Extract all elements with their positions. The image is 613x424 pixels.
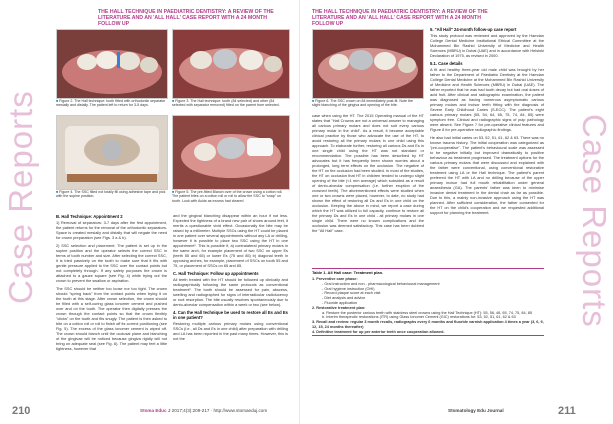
footer-citation [448,408,504,413]
figure-5-photo [172,115,290,190]
table-item: a. Restore the posterior carious teeth with stainless steel crowns using the Hall Technique (HT): 55, 56, 46, 65, 74, 75, 84, 85 [322,310,532,315]
table-item: 3. Recall and review: regular 3 month recalls, radiographs every 6 months and fluoride varnish application 4 times a year (3, 6, 9, 12, 15, 24 months thereafter) [312,320,544,329]
section-heading: 5. "All Hall" 24-month follow-up case report [430,27,517,32]
figure-6-image [313,30,423,98]
footer-citation-text: 2017;4(3):209-217 · http://www.stomaeduj.com [171,408,268,413]
figure-3-caption: ■ Figure 3. The Hall technique: tooth (84 selected) and other (84 selected with separator removed) fitted on the parent from selected. [172,99,280,108]
right-page [300,0,613,424]
page-number: 211 [558,405,576,417]
figure-6-caption: ■ Figure 6. The SSC crown on 84 immediately post-fit. Note the slight blanching of the gingiva and opening of the bite. [312,99,413,108]
figure-5-image [173,116,289,189]
figure-3-image [173,30,289,98]
right-column-2 [430,26,544,264]
table-item: - Record plaque score at each visit [322,291,381,296]
paragraph: and the gingival blanching disappear within an hour if not less. Expected the tightness of a brand new pair of shoes around feet, it merits a questionable vivid effect. Occasionally the bite may be raised by a millimeter. Multiple SSCs using the HT could be placed in one patient over several appointments without any LA or drilling, however it is possible to place two SSC using the HT in one appointment¹. This is possible if, a) contralateral primary molars in the same arch, for example placement of two SSC on upper Es (teeth 55 and 65) or lower Es (75 and 85) b) diagonal teeth in opposing arches, for example, placement of SSCs on tooth 55 and 75, or placement of SSCs on 65 and 85. [173,213,288,268]
page-number: 210 [12,405,31,417]
table-title: Table 1. All Hall case: Treatment plan. [312,270,384,275]
paragraph: 1) Removal of separators: 3-7 days after the first appointment, the patient returns for the removal of the orthodontic separators. Space is created mesially and distally that will negate the need for crown preparation (see Figs. 3 a & b). [56,220,167,240]
running-head: THE HALL TECHNIQUE IN PAEDIATRIC DENTISTRY: A REVIEW OF THE LITERATURE AND AN 'ALL HALL' CASE REPORT WITH A 24 MONTH FOLLOW UP [98,9,274,27]
figure-2-photo [56,29,168,99]
figure-4-caption: ■ Figure 4. The SSC filled not totally fill using adhesive tape and pick with the supine position. [56,190,166,199]
paragraph: This study protocol was reviewed and approved by the Hamdan College Dental Medicine Institutional Ethical Committee at the Mohammed Bin Rashid University of Medicine and Health Sciences (MBRU) in Dubai (UAE) and in accordance with Helsinki Declaration of 1975, as revised in 2000. [430,33,544,58]
figure-5-caption-text: Figure 5. The pre-fitted Blanch over of the crown using a cotton roll. The patient bites on a cotton roll or roll to allow the SSC to "snap" on tooth. Look with Acids as excess had cleared [172,190,283,203]
table-list [312,277,544,335]
table-item: - Oral instruction and non - pharmacological behavioural management [322,281,440,286]
figure-2-caption-text: Figure 2. The Hall technique: tooth fitted with orthodontic separator mesially and distally. The patient left to return for 3-5 days. [56,99,166,108]
running-head: THE HALL TECHNIQUE IN PAEDIATRIC DENTISTRY: A REVIEW OF THE LITERATURE AND AN 'ALL HALL' CASE REPORT WITH A 24 MONTH FOLLOW UP [312,9,488,27]
section-heading: 4. Can the Hall technique be used to restore all Es and Es in one patient? [173,310,288,320]
footer-citation [140,408,267,413]
table-item: - Oral hygiene instruction (OHI) [322,286,375,291]
figure-2-caption: ■ Figure 2. The Hall technique: tooth fitted with orthodontic separator mesially and distally. The patient left to return for 3-5 days. [56,99,166,108]
figure-4-caption-text: Figure 4. The SSC filled not totally fill using adhesive tape and pick with the supine position. [56,190,166,199]
paragraph: The SSC should be neither too loose nor too tight. The crown should "spring back" from the contact points when trying it on the tooth at this stage. After crown selection, the crown should be filled with a self-curing glass ionomer cement and pushed over and on the tooth. The operator then digitally presses the crown through the contact points so that the crown flexibly "clicks" on the tooth and fits snugly. The patient is then asked to bite on a cotton roll or roll to finish off its correct positioning (see Fig. 5). The excess of the glass ionomer cement is wiped off. The crown should blanch until the occlusal plane and blanching of the gingivae will be noticed because gingiva rigidly will not bring on adequate seal (see Fig. 6). The patient may feel a little tightness, however that [56,286,167,351]
section-side-title: Case Reports [2,90,39,304]
figure-4-photo [56,115,168,190]
section-heading: C. Hall Technique: Follow up appointments [173,271,259,276]
paragraph: case when using the HT. The 2015 Operating manual of the HT states that "Hall Crowns are not a universal answer to managing all carious primary molars and does not suit every carious primary molar in the child". As a result, it became acceptable clinical practice by those who advocate the use of the HT, to avoid restoring all the primary molars in one child using this approach. To elaborate further, restoring all carious Ds and Es in one single child using the HT was not standard or recommendation. The possible has been described by HT advocates but it has frequently been shown worries about a prolonged, long term effects on the occlusion. The negative of the HT on the occlusion had been studied. In most of the studies, the HT on occlusion that HT in children tended to undergo slight opening of the bite (<1 mm average) which subsided as a result of dento-alveolar compensation (i.e. further eruption of the crowned teeth). The aforementioned effects were studied when one or two crowns were placed, however, to date, no study had shown the effect of restoring all Ds and Es in one child on the occlusion. Keeping the above in mind, we report a case during which the HT was utilized to full capacity, continue to restore all the primary Ds and Es in one child - all primary molars in one single child. There were no known complications and the occlusion was deemed satisfactory. This case has been dubbed the "All Hall" case. [312,113,424,233]
left-page [0,0,300,424]
paragraph: A fit and healthy three-year old male child was brought by her father to the Department of Paediatric Dentistry at the Hamdan College Dental Medicine at the Mohammed Bin Rashid University of Medicine and Health Sciences (MBRU) in Dubai (UAE). The father reported that he was had tooth decay but had oral doses of acid fruit. After clinical and radiographic examination, the patient was diagnosed as having numerous asymptomatic carious primary molars and incisor teeth fitting with the diagnosis of Severe Early Childhood Caries (S-ECC). The patient's eight carious primary molars (55, 54, 64, 65, 75, 74, 84, 85) were symptom free. Clinical and radiographic signs of pulp pathology were absent. See Figure 7 for pre-operative clinical features and Figure 8 for pre-operative radiographic findings. [430,67,544,132]
footer-journal: Stomatology Edu Journal [448,408,504,413]
figure-4-image [57,116,167,189]
section-side-title: Case Reports [576,114,613,328]
paragraph: 2) SSC selection and placement: The patient is set up in the supine position and the operator selects the correct SSC in terms of tooth number and size. After selecting the correct SSC, it is tried passively on the tooth to make sure that it fits with gentle pressure applied to the SSC over the contact points but not completely through. If any safety purposes the crown is attached to a gauze square (see Fig. 4) while trying out the crown to prevent the swallow or aspiration. [56,243,167,283]
table-item: - Fluoride application [322,300,358,305]
figure-3-photo [172,29,290,99]
figure-5-caption: ■ Figure 5. The pre-fitted Blanch over of the crown using a cotton roll. The patient bites on a cotton roll or roll to allow the SSC to "snap" on tooth. Look with Acids as excess had cleared [172,190,283,203]
footer-journal: Stoma Educ J [140,408,171,413]
figure-6-caption-text: Figure 6. The SSC crown on 84 immediately post-fit. Note the slight blanching of the gingiva and opening of the bite. [312,99,413,108]
paragraph: All teeth treated with the HT should be followed up clinically and radiographically following the same protocols as conventional treatment¹. The tooth should be assessed for pain, abscess, swelling and radiographed for signs of interradicular radiolucency or root resorption. The bite usually resolves spontaneously due to dento-alveolar compensation within a week or two (see below). [173,277,288,307]
table-1 [312,268,544,336]
table-item: 4. Definitive treatment for up per anterior teeth once cooperation allowed. [312,329,445,334]
section-heading: B. Hall Technique: Appointment 2 [56,214,123,219]
paragraph: He also had initial caries on 53, 52, 51, 61, 62 & 63. There was no known trauma history. The initial cooperation was categorized as "pre-cooperative". The patient's behavioural scale was assessed to be negative initially but improved dramatically to positive behaviour as treatment progressed. The treatment options for the carious primary molars that were discussed and explained with the father were conventional, using conventional restorative treatment using LA or the Hall technique. The patient's parent preferred the HT with LA and no drilling because of the upper primary incisor had full mouth rehabilitation under general anaesthesia (GA). The parents' father was keen to minimise invasive dental treatment in the dental chair as far as possible. Due to this, a mainly non-invasive approach using the HT was planned. After sufficient consideration, the father consented for the HT on the child's cooperation and we requested additional support for planning the treatment. [430,135,544,215]
table-item: b. Interim therapeutic restorations (ITR) using Glass Ionomer Cement (GIC) restorations for: 53, 52, 51, 61, 62 & 63 [322,315,516,320]
section-heading: 5.1. Case details [430,61,463,66]
paragraph: Restoring multiple carious primary molars using conventional SSCs (i.e., all Ds and Es in one child) after preparation with drilling and LA has been reported in the past many times. However, this is not the [173,321,288,341]
figure-6-photo [312,29,424,99]
table-item: 1. Preventive care phase: [312,277,358,281]
table-item: - Diet analysis and advice [322,296,366,301]
figure-2-image [57,30,167,98]
table-item: 2. Restorative treatment plan: [312,305,366,310]
left-column-1 [56,213,167,401]
right-column-1 [312,113,424,263]
figure-3-caption-text: Figure 3. The Hall technique: tooth (84 selected) and other (84 selected with separator removed) fitted on the parent from selected. [172,99,280,108]
left-column-2 [173,213,288,401]
